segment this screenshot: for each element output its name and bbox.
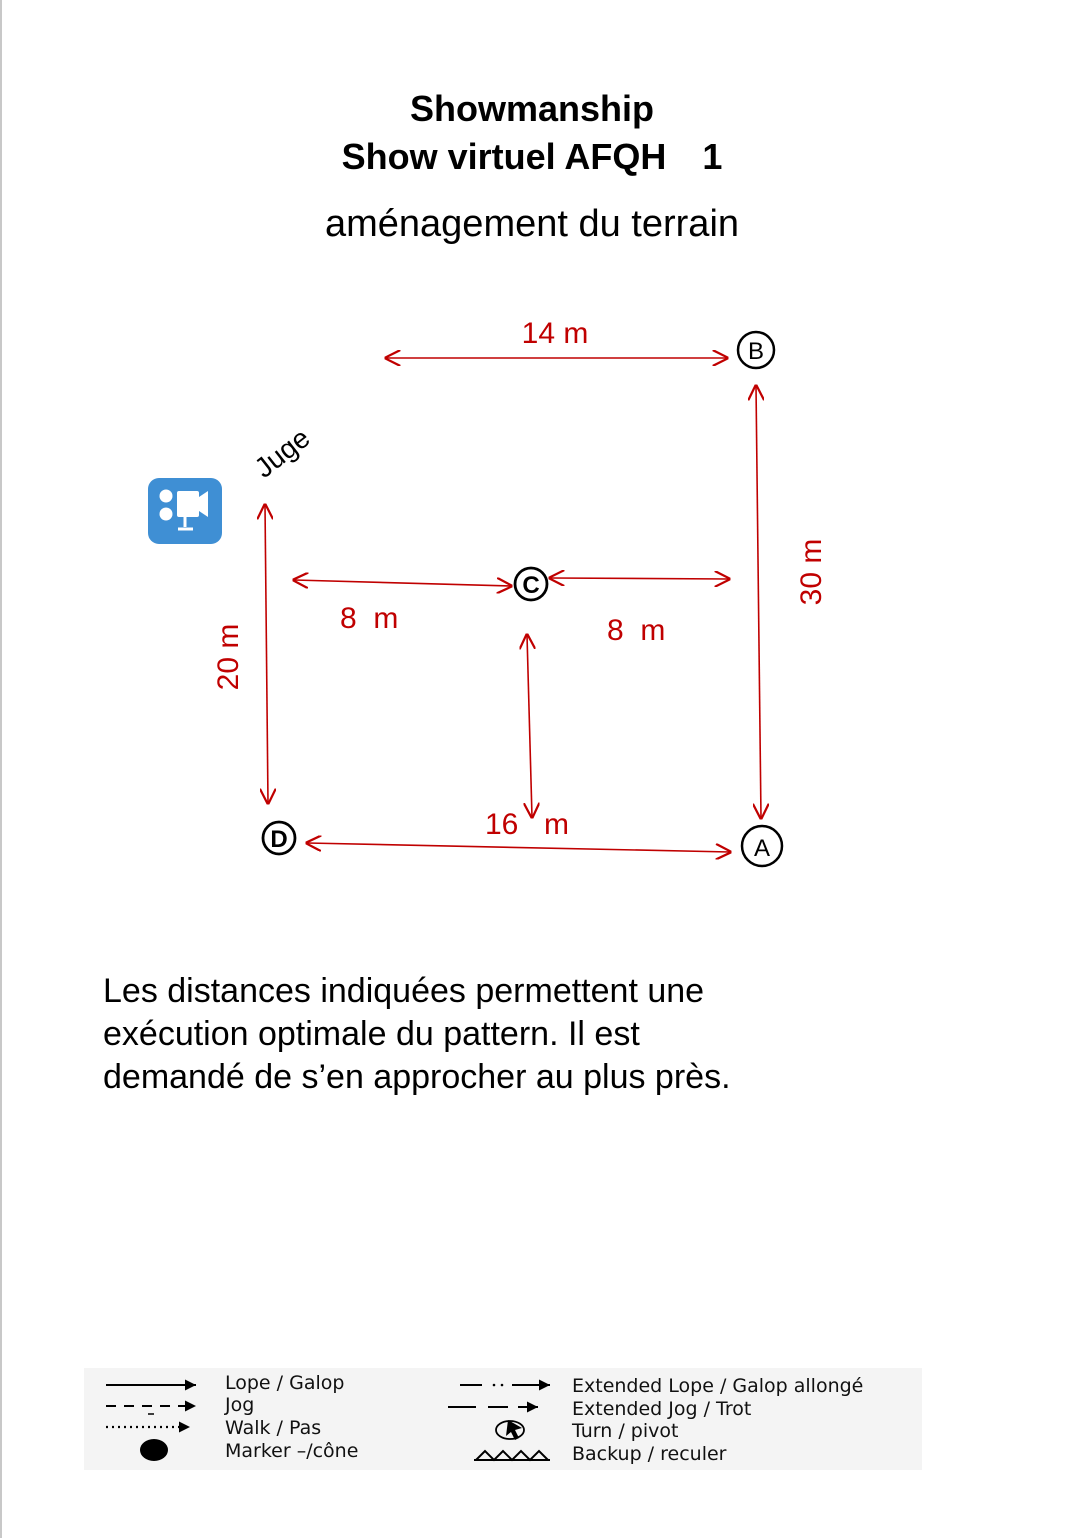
judge-label: Juge	[248, 421, 316, 484]
title-show-name: Show virtuel AFQH	[341, 136, 667, 177]
subtitle: aménagement du terrain	[324, 203, 740, 245]
note-line-3: demandé de s’en approcher au plus près.	[103, 1058, 731, 1096]
middle-left-distance-arrow	[294, 580, 511, 586]
marker-a-letter: A	[753, 835, 771, 862]
legend-backup-label: Backup / reculer	[572, 1443, 727, 1465]
marker-c	[515, 568, 547, 600]
legend-extended-jog-label: Extended Jog / Trot	[572, 1398, 752, 1420]
middle-left-distance-label: 8 m	[340, 602, 399, 635]
legend-walk-label: Walk / Pas	[225, 1417, 322, 1439]
left-distance-label: 20 m	[212, 623, 245, 691]
marker-dot-icon	[140, 1439, 168, 1461]
legend-jog-label: Jog	[225, 1394, 255, 1416]
legend-extended-lope-label: Extended Lope / Galop allongé	[572, 1375, 864, 1397]
bottom-distance-arrow	[307, 843, 730, 852]
note-line-2: exécution optimale du pattern. Il est	[103, 1015, 640, 1053]
marker-c-letter: C	[522, 572, 540, 599]
dashed-arrow-icon	[106, 1406, 196, 1414]
zigzag-backup-icon	[474, 1451, 550, 1460]
bottom-distance-unit: m	[544, 808, 569, 841]
dash-dot-arrow-icon	[460, 1384, 550, 1387]
title-line-1: Showmanship	[409, 88, 655, 129]
distance-note	[103, 970, 923, 1099]
marker-b	[738, 332, 774, 368]
right-distance-arrow	[756, 386, 761, 818]
marker-d	[263, 822, 295, 854]
center-vertical-arrow	[527, 635, 532, 817]
title-show-number: 1	[702, 136, 723, 177]
pattern-legend	[84, 1368, 922, 1470]
right-distance-label: 30 m	[795, 538, 828, 606]
top-distance-label: 14 m	[521, 317, 589, 350]
turn-pivot-icon	[496, 1420, 524, 1440]
middle-right-distance-arrow	[550, 578, 729, 579]
camera-icon	[148, 478, 222, 544]
legend-turn-label: Turn / pivot	[572, 1420, 679, 1442]
marker-d-letter: D	[270, 826, 288, 853]
left-distance-arrow	[265, 505, 268, 803]
marker-a	[742, 826, 782, 866]
legend-lope-label: Lope / Galop	[225, 1372, 345, 1394]
marker-b-letter: B	[747, 338, 765, 365]
bottom-distance-number: 16	[485, 808, 519, 841]
middle-right-distance-label: 8 m	[607, 614, 666, 647]
legend-marker-label: Marker –/cône	[225, 1440, 359, 1462]
note-line-1: Les distances indiquées permettent une	[103, 972, 705, 1010]
